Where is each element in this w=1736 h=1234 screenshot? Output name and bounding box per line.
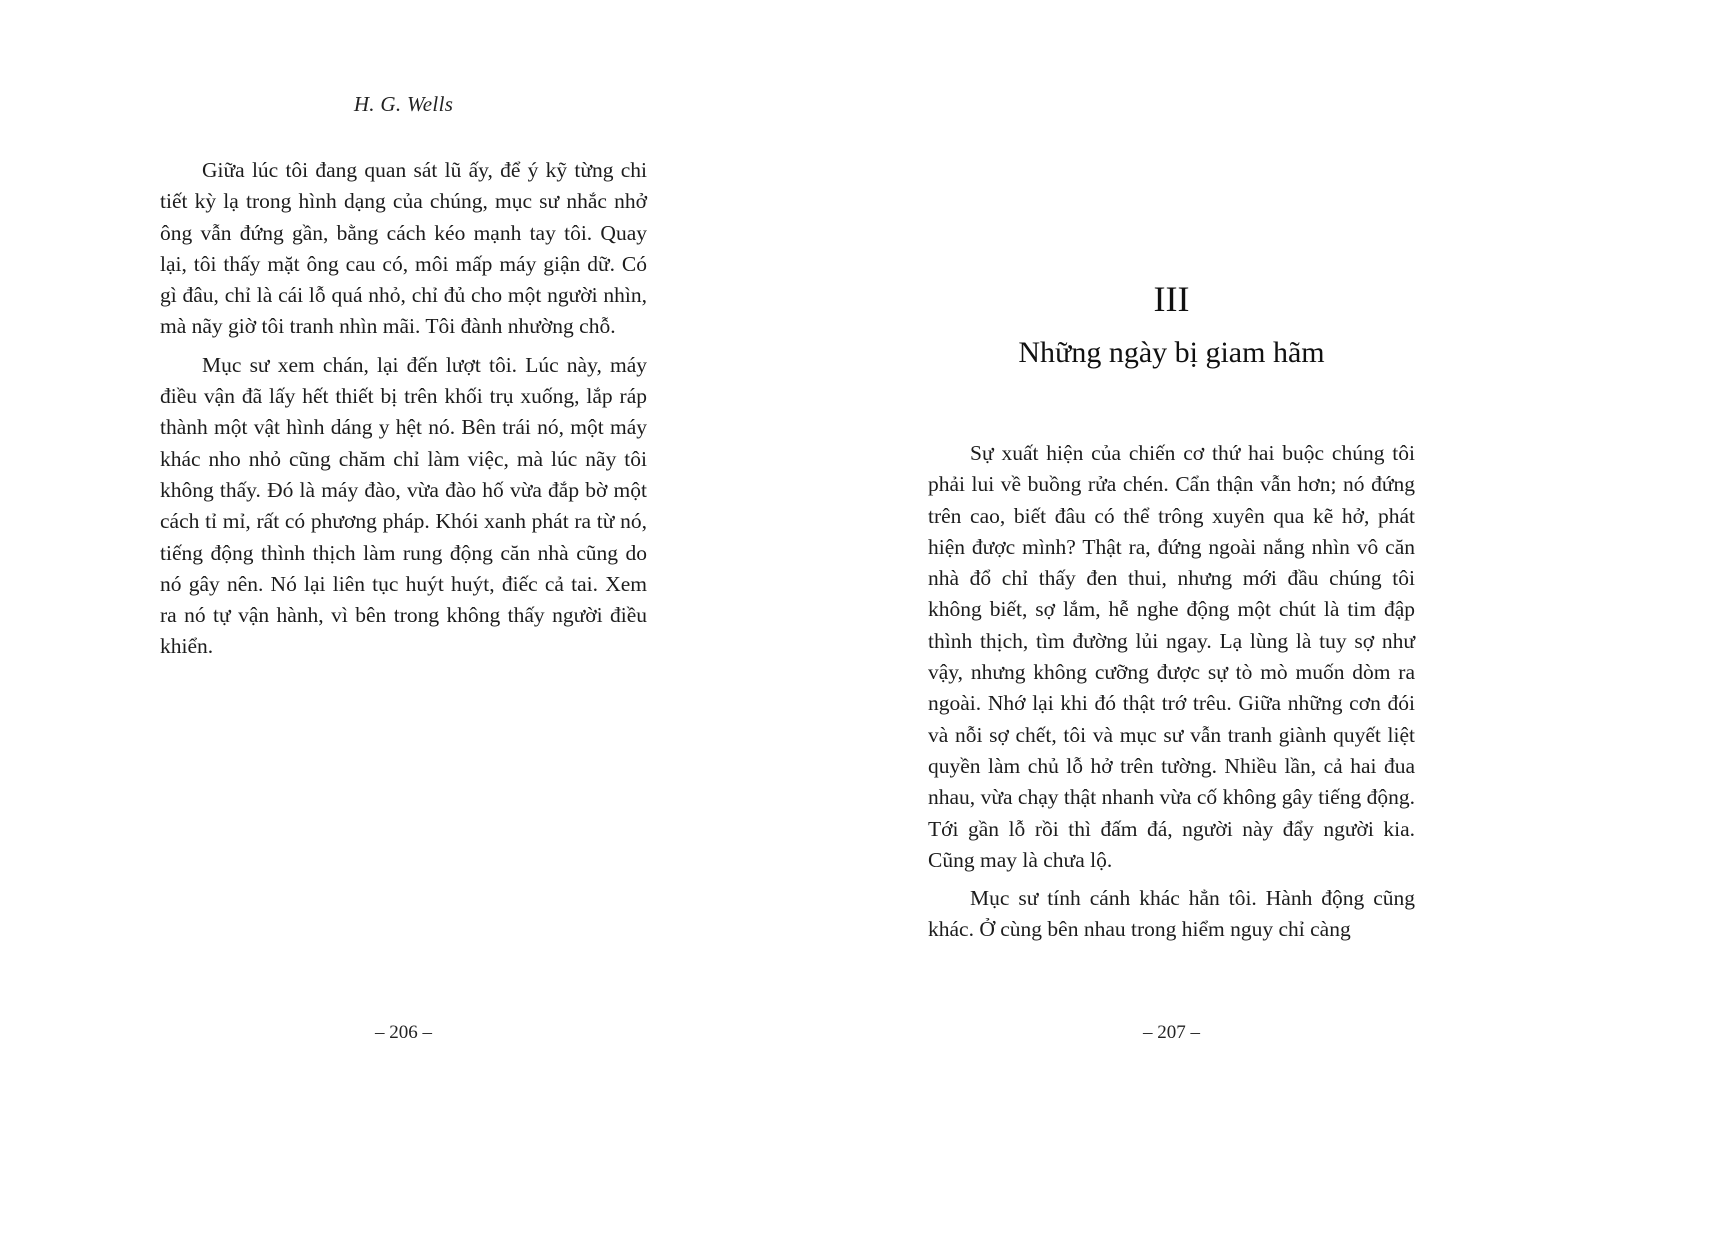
book-page-right — [928, 0, 1415, 1234]
page-number-left: – 206 – — [375, 1022, 432, 1043]
page-number-right: – 207 – — [1143, 1022, 1200, 1043]
book-page-left — [160, 0, 647, 1234]
paragraph: Giữa lúc tôi đang quan sát lũ ấy, để ý kỹ từng chi tiết kỳ lạ trong hình dạng của chúng, mục sư nhắc nhở ông vẫn đứng gần, bằng cách kéo mạnh tay tôi. Quay lại, tôi thấy mặt ông cau có, môi mấp máy giận dữ. Có gì đâu, chỉ là cái lỗ quá nhỏ, chỉ đủ cho một người nhìn, mà nãy giờ tôi tranh nhìn mãi. Tôi đành nhường chỗ. — [160, 158, 647, 339]
chapter-title: Những ngày bị giam hãm — [1018, 336, 1325, 369]
running-header-author: H. G. Wells — [353, 92, 454, 116]
right-page-body-text — [928, 438, 1415, 946]
left-page-body-text — [160, 155, 647, 663]
paragraph: Mục sư tính cánh khác hẳn tôi. Hành động cũng khác. Ở cùng bên nhau trong hiểm nguy chỉ càng — [928, 886, 1415, 942]
chapter-number: III — [1153, 279, 1190, 319]
paragraph: Sự xuất hiện của chiến cơ thứ hai buộc chúng tôi phải lui về buồng rửa chén. Cẩn thận vẫn hơn; nó đứng trên cao, biết đâu có thể trông xuyên qua kẽ hở, phát hiện được mình? Thật ra, đứng ngoài nắng nhìn vô căn nhà đổ chỉ thấy đen thui, nhưng mới đầu chúng tôi không biết, sợ lắm, hễ nghe động một chút là tim đập thình thịch, tìm đường lủi ngay. Lạ lùng là tuy sợ như vậy, nhưng không cưỡng được sự tò mò muốn dòm ra ngoài. Nhớ lại khi đó thật trớ trêu. Giữa những cơn đói và nỗi sợ chết, tôi và mục sư vẫn tranh giành quyết liệt quyền làm chủ lỗ hở trên tường. Nhiều lần, cả hai đua nhau, vừa chạy thật nhanh vừa cố không gây tiếng động. Tới gần lỗ rồi thì đấm đá, người này đẩy người kia. Cũng may là chưa lộ. — [928, 441, 1415, 872]
paragraph: Mục sư xem chán, lại đến lượt tôi. Lúc này, máy điều vận đã lấy hết thiết bị trên khối trụ xuống, lắp ráp thành một vật hình dáng y hệt nó. Bên trái nó, một máy khác nho nhỏ cũng chăm chỉ làm việc, mà lúc nãy tôi không thấy. Đó là máy đào, vừa đào hố vừa đắp bờ một cách tỉ mỉ, rất có phương pháp. Khói xanh phát ra từ nó, tiếng động thình thịch làm rung động căn nhà cũng do nó gây nên. Nó lại liên tục huýt huýt, điếc cả tai. Xem ra nó tự vận hành, vì bên trong không thấy người điều khiển. — [160, 352, 647, 659]
